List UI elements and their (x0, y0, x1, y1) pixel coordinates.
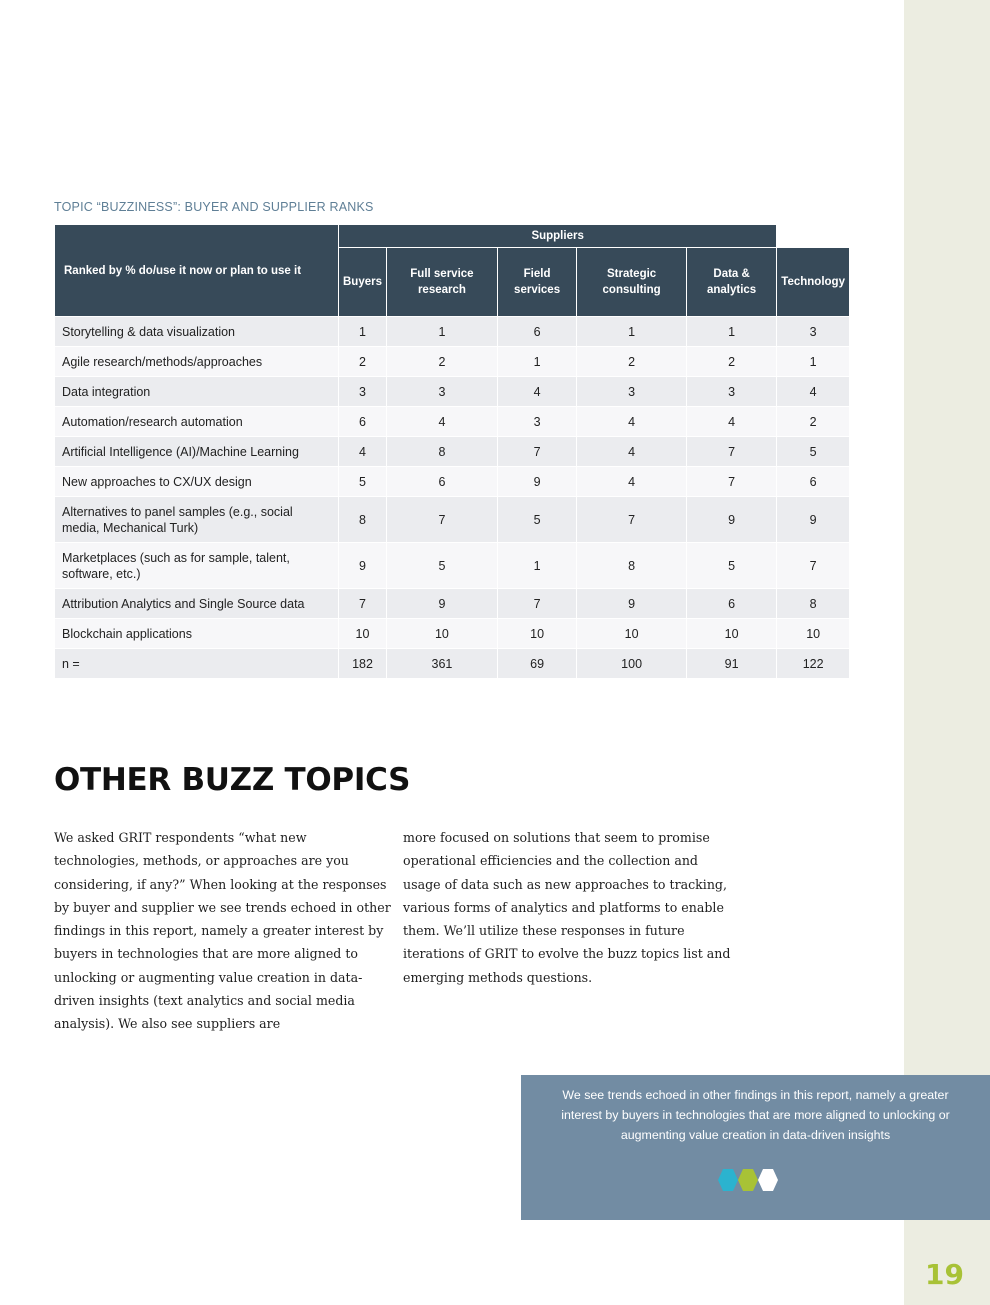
cell: 5 (686, 543, 776, 589)
pull-quote-text: We see trends echoed in other findings in this report, namely a greater interest by buyers in technologies that are more aligned to unlocking or augmenting value creation in data-driven insights (561, 1088, 950, 1142)
body-text-column-1: We asked GRIT respondents “what new technologies, methods, or approaches are you considering, if any?” When looking at the responses by buyer and supplier we see trends echoed in other findings in this report, namely a greater interest by buyers in technologies that are more aligned to unlocking or augmenting value creation in data-driven insights (text analytics and social media analysis). We also see suppliers are (54, 830, 391, 1032)
cell: 3 (777, 317, 850, 347)
cell: 361 (387, 649, 498, 679)
cell: 1 (497, 543, 576, 589)
cell: 100 (577, 649, 687, 679)
cell: 7 (777, 543, 850, 589)
table-row (55, 407, 850, 437)
hexagon-green-icon (738, 1169, 758, 1191)
pull-quote-callout (521, 1075, 990, 1220)
table-row (55, 347, 850, 377)
cell: 2 (686, 347, 776, 377)
row-label: Marketplaces (such as for sample, talent, software, etc.) (55, 543, 339, 589)
row-label: Automation/research automation (55, 407, 339, 437)
row-label: Artificial Intelligence (AI)/Machine Learning (55, 437, 339, 467)
cell: 7 (387, 497, 498, 543)
row-label: Alternatives to panel samples (e.g., social media, Mechanical Turk) (55, 497, 339, 543)
hexagon-teal-icon (718, 1169, 738, 1191)
ranks-table (54, 224, 850, 679)
cell: 7 (339, 589, 387, 619)
cell: 5 (497, 497, 576, 543)
cell: 91 (686, 649, 776, 679)
table-row (55, 619, 850, 649)
row-label: Agile research/methods/approaches (55, 347, 339, 377)
hexagon-white-icon (758, 1169, 778, 1191)
cell: 2 (387, 347, 498, 377)
table-row (55, 497, 850, 543)
row-label: Storytelling & data visualization (55, 317, 339, 347)
cell: 8 (577, 543, 687, 589)
cell: 7 (497, 437, 576, 467)
column-header: Buyers (339, 248, 387, 317)
cell: 69 (497, 649, 576, 679)
table-row (55, 317, 850, 347)
table-title: TOPIC “BUZZINESS”: BUYER AND SUPPLIER RANKS (54, 200, 374, 214)
suppliers-group-header: Suppliers (339, 225, 777, 248)
cell: 1 (686, 317, 776, 347)
table-row (55, 437, 850, 467)
cell: 4 (497, 377, 576, 407)
cell: 5 (387, 543, 498, 589)
cell: 9 (686, 497, 776, 543)
row-label: New approaches to CX/UX design (55, 467, 339, 497)
cell: 3 (339, 377, 387, 407)
section-heading: OTHER BUZZ TOPICS (54, 762, 411, 798)
page-number: 19 (925, 1258, 964, 1291)
cell: 4 (577, 467, 687, 497)
cell: 1 (497, 347, 576, 377)
cell: 3 (497, 407, 576, 437)
cell: 3 (686, 377, 776, 407)
cell: 6 (339, 407, 387, 437)
cell: 7 (686, 467, 776, 497)
table-row-n (55, 649, 850, 679)
row-label: n = (55, 649, 339, 679)
hexagon-cluster-icon (713, 1167, 783, 1193)
body-text-column-2: more focused on solutions that seem to promise operational efficiencies and the collection and usage of data such as new approaches to tracking, various forms of analytics and platforms to enable them. We’ll utilize these responses in future iterations of GRIT to evolve the buzz topics list and emerging methods questions. (403, 830, 731, 985)
cell: 5 (339, 467, 387, 497)
column-header: Technology (777, 248, 850, 317)
cell: 7 (686, 437, 776, 467)
cell: 4 (686, 407, 776, 437)
cell: 9 (339, 543, 387, 589)
cell: 8 (777, 589, 850, 619)
cell: 9 (387, 589, 498, 619)
table-row (55, 589, 850, 619)
cell: 8 (339, 497, 387, 543)
cell: 1 (339, 317, 387, 347)
cell: 10 (777, 619, 850, 649)
cell: 182 (339, 649, 387, 679)
cell: 4 (339, 437, 387, 467)
cell: 2 (577, 347, 687, 377)
cell: 4 (577, 407, 687, 437)
cell: 9 (777, 497, 850, 543)
cell: 10 (339, 619, 387, 649)
cell: 6 (686, 589, 776, 619)
row-header: Ranked by % do/use it now or plan to use it (55, 225, 339, 317)
cell: 122 (777, 649, 850, 679)
cell: 9 (577, 589, 687, 619)
cell: 6 (387, 467, 498, 497)
cell: 3 (387, 377, 498, 407)
cell: 5 (777, 437, 850, 467)
cell: 9 (497, 467, 576, 497)
column-header: Strategic consulting (577, 248, 687, 317)
cell: 2 (339, 347, 387, 377)
row-label: Data integration (55, 377, 339, 407)
cell: 6 (497, 317, 576, 347)
table-row (55, 377, 850, 407)
cell: 6 (777, 467, 850, 497)
cell: 4 (577, 437, 687, 467)
cell: 8 (387, 437, 498, 467)
column-header: Data & analytics (686, 248, 776, 317)
cell: 7 (577, 497, 687, 543)
cell: 3 (577, 377, 687, 407)
cell: 1 (777, 347, 850, 377)
row-label: Attribution Analytics and Single Source data (55, 589, 339, 619)
cell: 1 (577, 317, 687, 347)
cell: 2 (777, 407, 850, 437)
row-label: Blockchain applications (55, 619, 339, 649)
cell: 10 (686, 619, 776, 649)
cell: 1 (387, 317, 498, 347)
cell: 4 (777, 377, 850, 407)
cell: 10 (497, 619, 576, 649)
column-header: Full service research (387, 248, 498, 317)
table-row (55, 543, 850, 589)
cell: 4 (387, 407, 498, 437)
cell: 10 (577, 619, 687, 649)
table-row (55, 467, 850, 497)
cell: 10 (387, 619, 498, 649)
cell: 7 (497, 589, 576, 619)
column-header: Field services (497, 248, 576, 317)
